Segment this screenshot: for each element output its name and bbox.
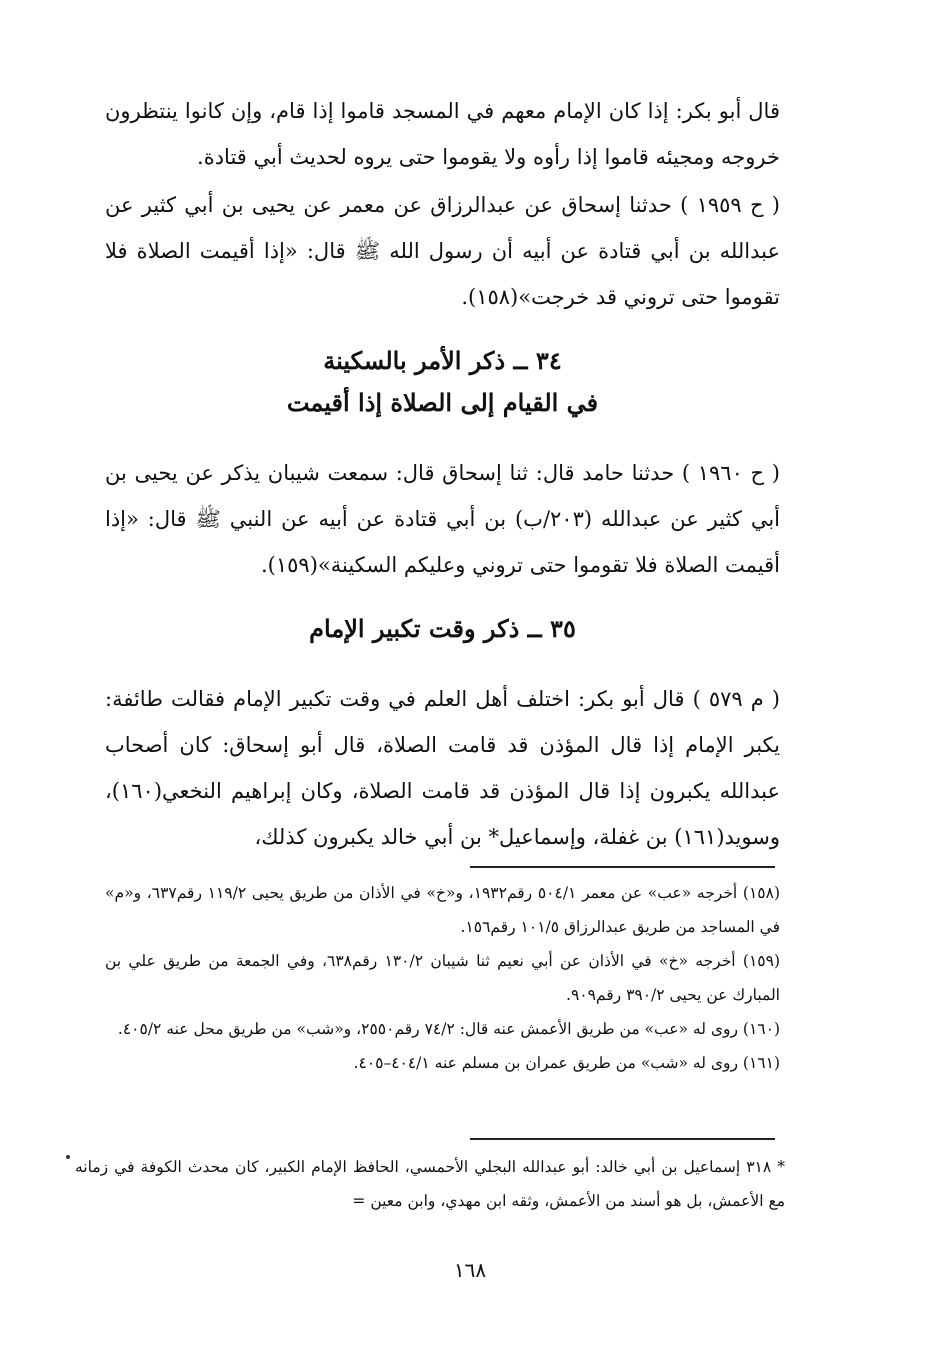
paragraph-text: قال أبو بكر: إذا كان الإمام معهم في المسجد قاموا إذا قام، وإن كانوا ينتظرون خروجه ومجيئه قاموا إذا رأوه ولا يقوموا حتى يروه لحديث أبي قتادة. bbox=[105, 99, 780, 169]
issue-579 bbox=[105, 676, 780, 860]
chapter-35-heading bbox=[105, 608, 780, 650]
footnote-divider bbox=[470, 866, 775, 868]
paragraph-text: ( ح ١٩٦٠ ) حدثنا حامد قال: ثنا إسحاق قال: سمعت شيبان يذكر عن يحيى بن أبي كثير عن عبدالله (٢٠٣/ب) بن أبي قتادة عن أبيه عن النبي ﷺ قال: «إذا أقيمت الصلاة فلا تقوموا حتى تروني وعليكم السكينة»(١٥٩). bbox=[105, 461, 781, 577]
biography-note bbox=[75, 1150, 785, 1218]
hadith-1959 bbox=[105, 182, 780, 320]
margin-dot bbox=[66, 1155, 70, 1159]
paragraph-abu-bakr-opinion bbox=[105, 88, 780, 180]
biography-text: * ٣١٨ إسماعيل بن أبي خالد: أبو عبدالله البجلي الأحمسي، الحافظ الإمام الكبير، كان محدث الكوفة في زمانه مع الأعمش، بل هو أسند من الأعمش، وثقه ابن مهدي، وابن معين = bbox=[75, 1158, 785, 1210]
footnotes-list bbox=[105, 876, 780, 1080]
chapter-34-heading bbox=[105, 340, 780, 424]
footnote-161: (١٦١) روى له «شب» من طريق عمران بن مسلم عنه ٤٠٤/١–٤٠٥. bbox=[353, 1054, 780, 1072]
footnote-160: (١٦٠) روى له «عب» من طريق الأعمش عنه قال: ٧٤/٢ رقم٢٥٥٠، و«شب» من طريق محل عنه ٤٠٥/٢. bbox=[117, 1020, 780, 1038]
footnote-159: (١٥٩) أخرجه «خ» في الأذان عن أبي نعيم ثنا شيبان ١٣٠/٢ رقم٦٣٨، وفي الجمعة من طريق علي بن المبارك عن يحيى ٣٩٠/٢ رقم٩٠٩. bbox=[105, 952, 780, 1004]
chapter-35-title: ٣٥ ــ ذكر وقت تكبير الإمام bbox=[309, 614, 576, 643]
paragraph-text: ( م ٥٧٩ ) قال أبو بكر: اختلف أهل العلم في وقت تكبير الإمام فقالت طائفة: يكبر الإمام إذا قال المؤذن قد قامت الصلاة، قال أبو إسحاق: كان أصحاب عبدالله يكبرون إذا قال المؤذن قد قامت الصلاة، وكان إبراهيم النخعي(١٦٠)، وسويد(١٦١) بن غفلة، وإسماعيل* بن أبي خالد يكبرون كذلك، bbox=[105, 687, 780, 849]
page-number: ١٦٨ bbox=[453, 1258, 487, 1282]
hadith-1960 bbox=[105, 450, 780, 588]
bio-divider bbox=[470, 1138, 775, 1140]
chapter-34-title-line-2: في القيام إلى الصلاة إذا أقيمت bbox=[286, 388, 599, 417]
paragraph-text: ( ح ١٩٥٩ ) حدثنا إسحاق عن عبدالرزاق عن معمر عن يحيى بن أبي كثير عن عبدالله بن أبي قتادة عن أبيه أن رسول الله ﷺ قال: «إذا أقيمت الصلاة فلا تقوموا حتى تروني قد خرجت»(١٥٨). bbox=[105, 193, 780, 309]
chapter-34-title-line-1: ٣٤ ــ ذكر الأمر بالسكينة bbox=[323, 346, 562, 375]
footnote-158: (١٥٨) أخرجه «عب» عن معمر ٥٠٤/١ رقم١٩٣٢، و«خ» في الأذان من طريق يحيى ١١٩/٢ رقم٦٣٧، و«م» في المساجد من طريق عبدالرزاق ١٠١/٥ رقم١٥٦. bbox=[105, 884, 781, 936]
